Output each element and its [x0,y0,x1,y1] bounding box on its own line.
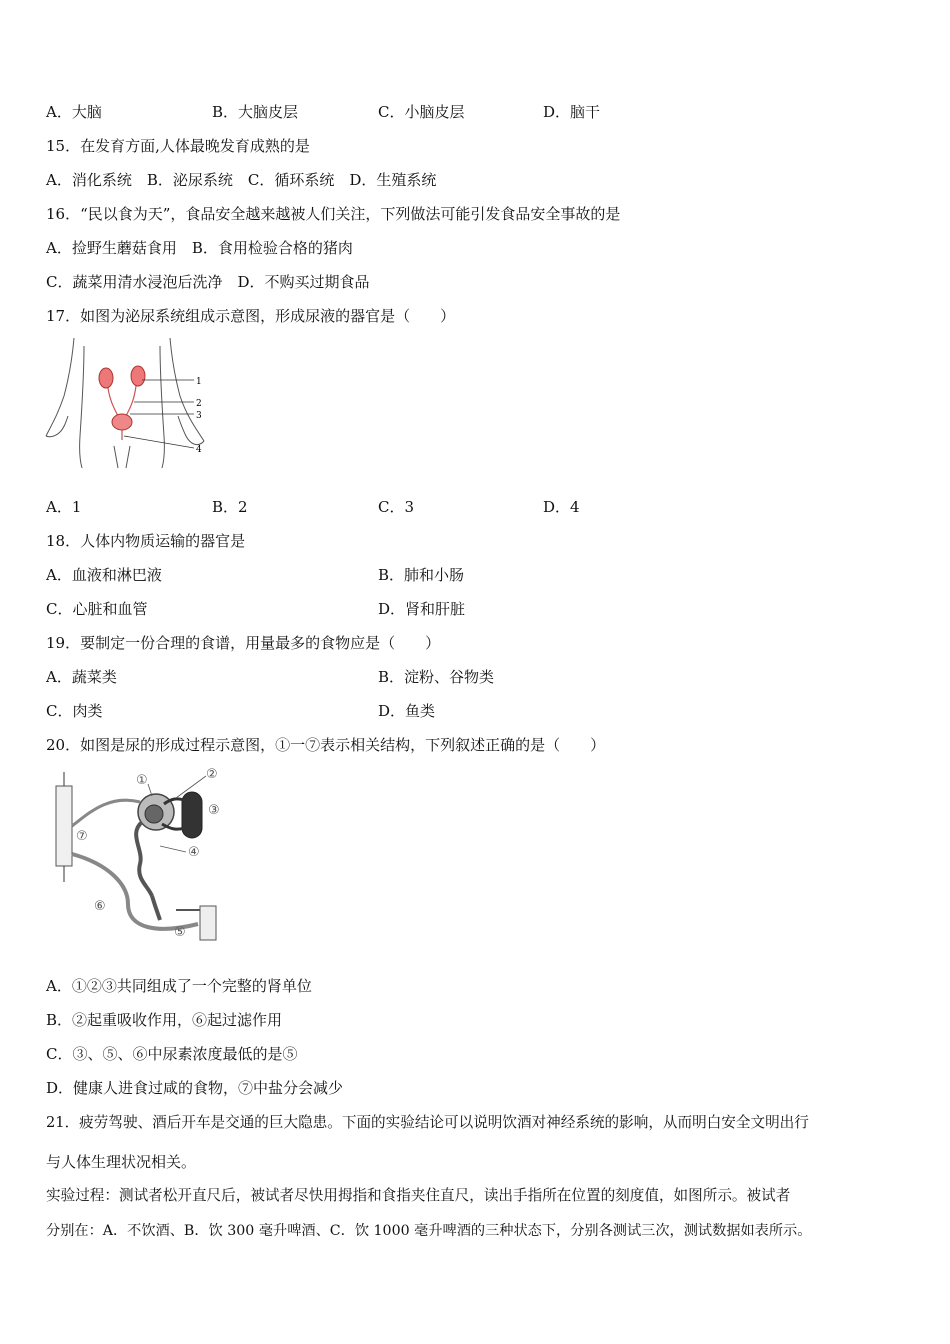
q18-option-d: D．肾和肝脏 [378,600,466,618]
fig20-label-2: ② [206,767,218,782]
q14-option-d: D．脑干 [543,103,601,121]
right-kidney [131,366,145,386]
q19-option-d: D．鱼类 [378,702,436,720]
fig20-label-7: ⑦ [76,829,88,844]
fig17-label-4: 4 [196,445,202,455]
q21-process-line2: 分别在：A．不饮酒、B．饮 300 毫升啤酒、C．饮 1000 毫升啤酒的三种状态下，分别各测试三次，测试数据如表所示。 [46,1223,812,1239]
fig20-label-1: ① [136,773,148,788]
q14-option-c: C．小脑皮层 [378,103,465,121]
urinary-system-figure [44,336,214,471]
bladder-vessel [200,906,216,940]
left-kidney [99,368,113,388]
fig17-label-3: 3 [196,411,202,421]
q16-stem: 16．“民以食为天”，食品安全越来越被人们关注，下列做法可能引发食品安全事故的是 [46,205,621,223]
fig17-label-2: 2 [196,399,202,409]
fig20-label-4: ④ [188,845,200,860]
q20-stem: 20．如图是尿的形成过程示意图，①一⑦表示相关结构，下列叙述正确的是（ ） [46,736,606,754]
q19-option-a: A．蔬菜类 [46,668,117,686]
q21-stem-line2: 与人体生理状况相关。 [46,1153,197,1171]
urine-formation-figure [48,764,238,946]
glomerulus [145,805,163,823]
q17-stem: 17．如图为泌尿系统组成示意图，形成尿液的器官是（ ） [46,307,456,325]
q20-option-c: C．③、⑤、⑥中尿素浓度最低的是⑤ [46,1045,298,1063]
q21-process-line1: 实验过程：测试者松开直尺后，被试者尽快用拇指和食指夹住直尺，读出手指所在位置的刻度值，如图所示。被试者 [46,1187,791,1204]
q18-option-c: C．心脏和血管 [46,600,148,618]
q20-option-b: B．②起重吸收作用，⑥起过滤作用 [46,1011,283,1029]
q14-option-a: A．大脑 [46,103,102,121]
q17-option-c: C．3 [378,498,415,516]
q15-options: A．消化系统 B．泌尿系统 C．循环系统 D．生殖系统 [46,171,437,189]
q21-stem-line1: 21．疲劳驾驶、酒后开车是交通的巨大隐患。下面的实验结论可以说明饮酒对神经系统的影响，从而明白安全文明出行 [46,1114,809,1131]
q19-option-c: C．肉类 [46,702,103,720]
q18-option-b: B．肺和小肠 [378,566,465,584]
fig17-label-1: 1 [196,377,202,387]
q17-option-a: A．1 [46,498,82,516]
collecting-duct [56,786,72,866]
blood-vessel [182,792,202,838]
q15-stem: 15．在发育方面,人体最晚发育成熟的是 [46,137,310,155]
q18-stem: 18．人体内物质运输的器官是 [46,532,246,550]
q19-option-b: B．淀粉、谷物类 [378,668,495,686]
q16-options-line2: C．蔬菜用清水浸泡后洗净 D．不购买过期食品 [46,273,370,291]
fig20-label-6: ⑥ [94,899,106,914]
q17-option-b: B．2 [212,498,248,516]
fig20-label-3: ③ [208,803,220,818]
q18-option-a: A．血液和淋巴液 [46,566,162,584]
q20-option-d: D．健康人进食过咸的食物，⑦中盐分会减少 [46,1079,344,1097]
q14-option-b: B．大脑皮层 [212,103,299,121]
q19-stem: 19．要制定一份合理的食谱，用量最多的食物应是（ ） [46,634,441,652]
fig20-label-5: ⑤ [174,925,186,940]
q17-option-d: D．4 [543,498,580,516]
q20-option-a: A．①②③共同组成了一个完整的肾单位 [46,977,312,995]
q16-options-line1: A．捡野生蘑菇食用 B．食用检验合格的猪肉 [46,239,353,257]
bladder [112,414,132,430]
